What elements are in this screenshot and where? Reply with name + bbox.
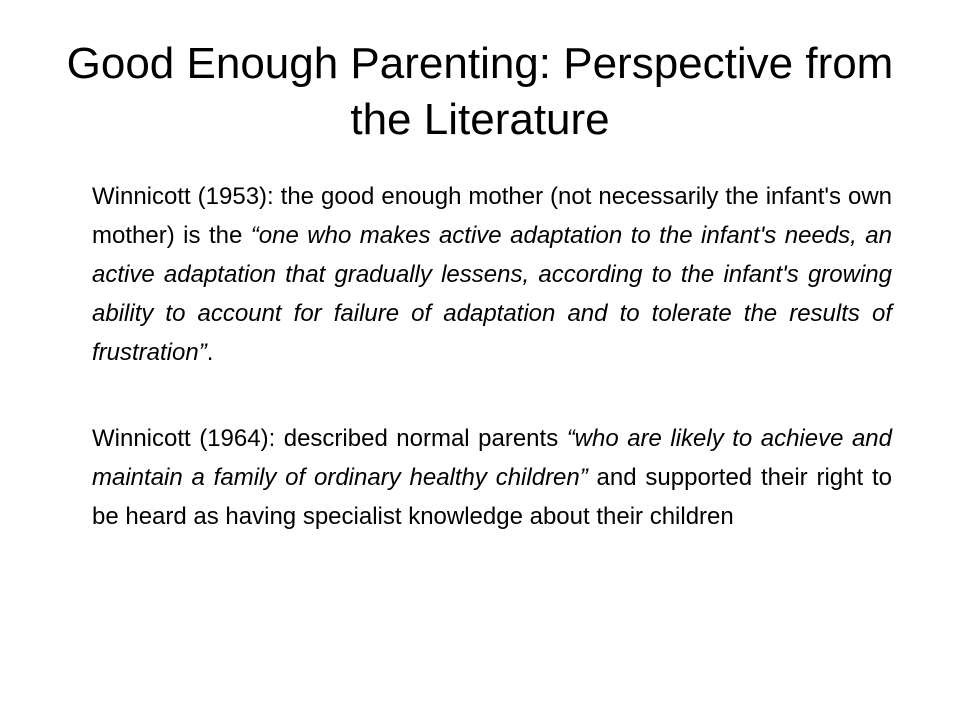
paragraph-winnicott-1953 <box>92 177 892 372</box>
paragraph-quote: “one who makes active adaptation to the infant's needs, an active adaptation that gradually lessens, according to the infant's growing ability to account for failure of adaptation and to tolerate the results of frustration” <box>92 222 892 366</box>
paragraph-outro: and supported their right to be heard as having specialist knowledge about their children <box>92 464 892 530</box>
paragraph-outro: . <box>206 339 214 366</box>
paragraph-intro: Winnicott (1953): the good enough mother (not necessarily the infant's own mother) is the <box>92 183 892 249</box>
paragraph-winnicott-1964 <box>92 419 892 536</box>
paragraph-quote: “who are likely to achieve and maintain a family of ordinary healthy children” <box>92 425 892 491</box>
slide-title: Good Enough Parenting: Perspective from the Literature <box>66 39 894 144</box>
paragraph-intro: Winnicott (1964): described normal parents <box>92 425 567 452</box>
slide-body <box>92 177 892 536</box>
